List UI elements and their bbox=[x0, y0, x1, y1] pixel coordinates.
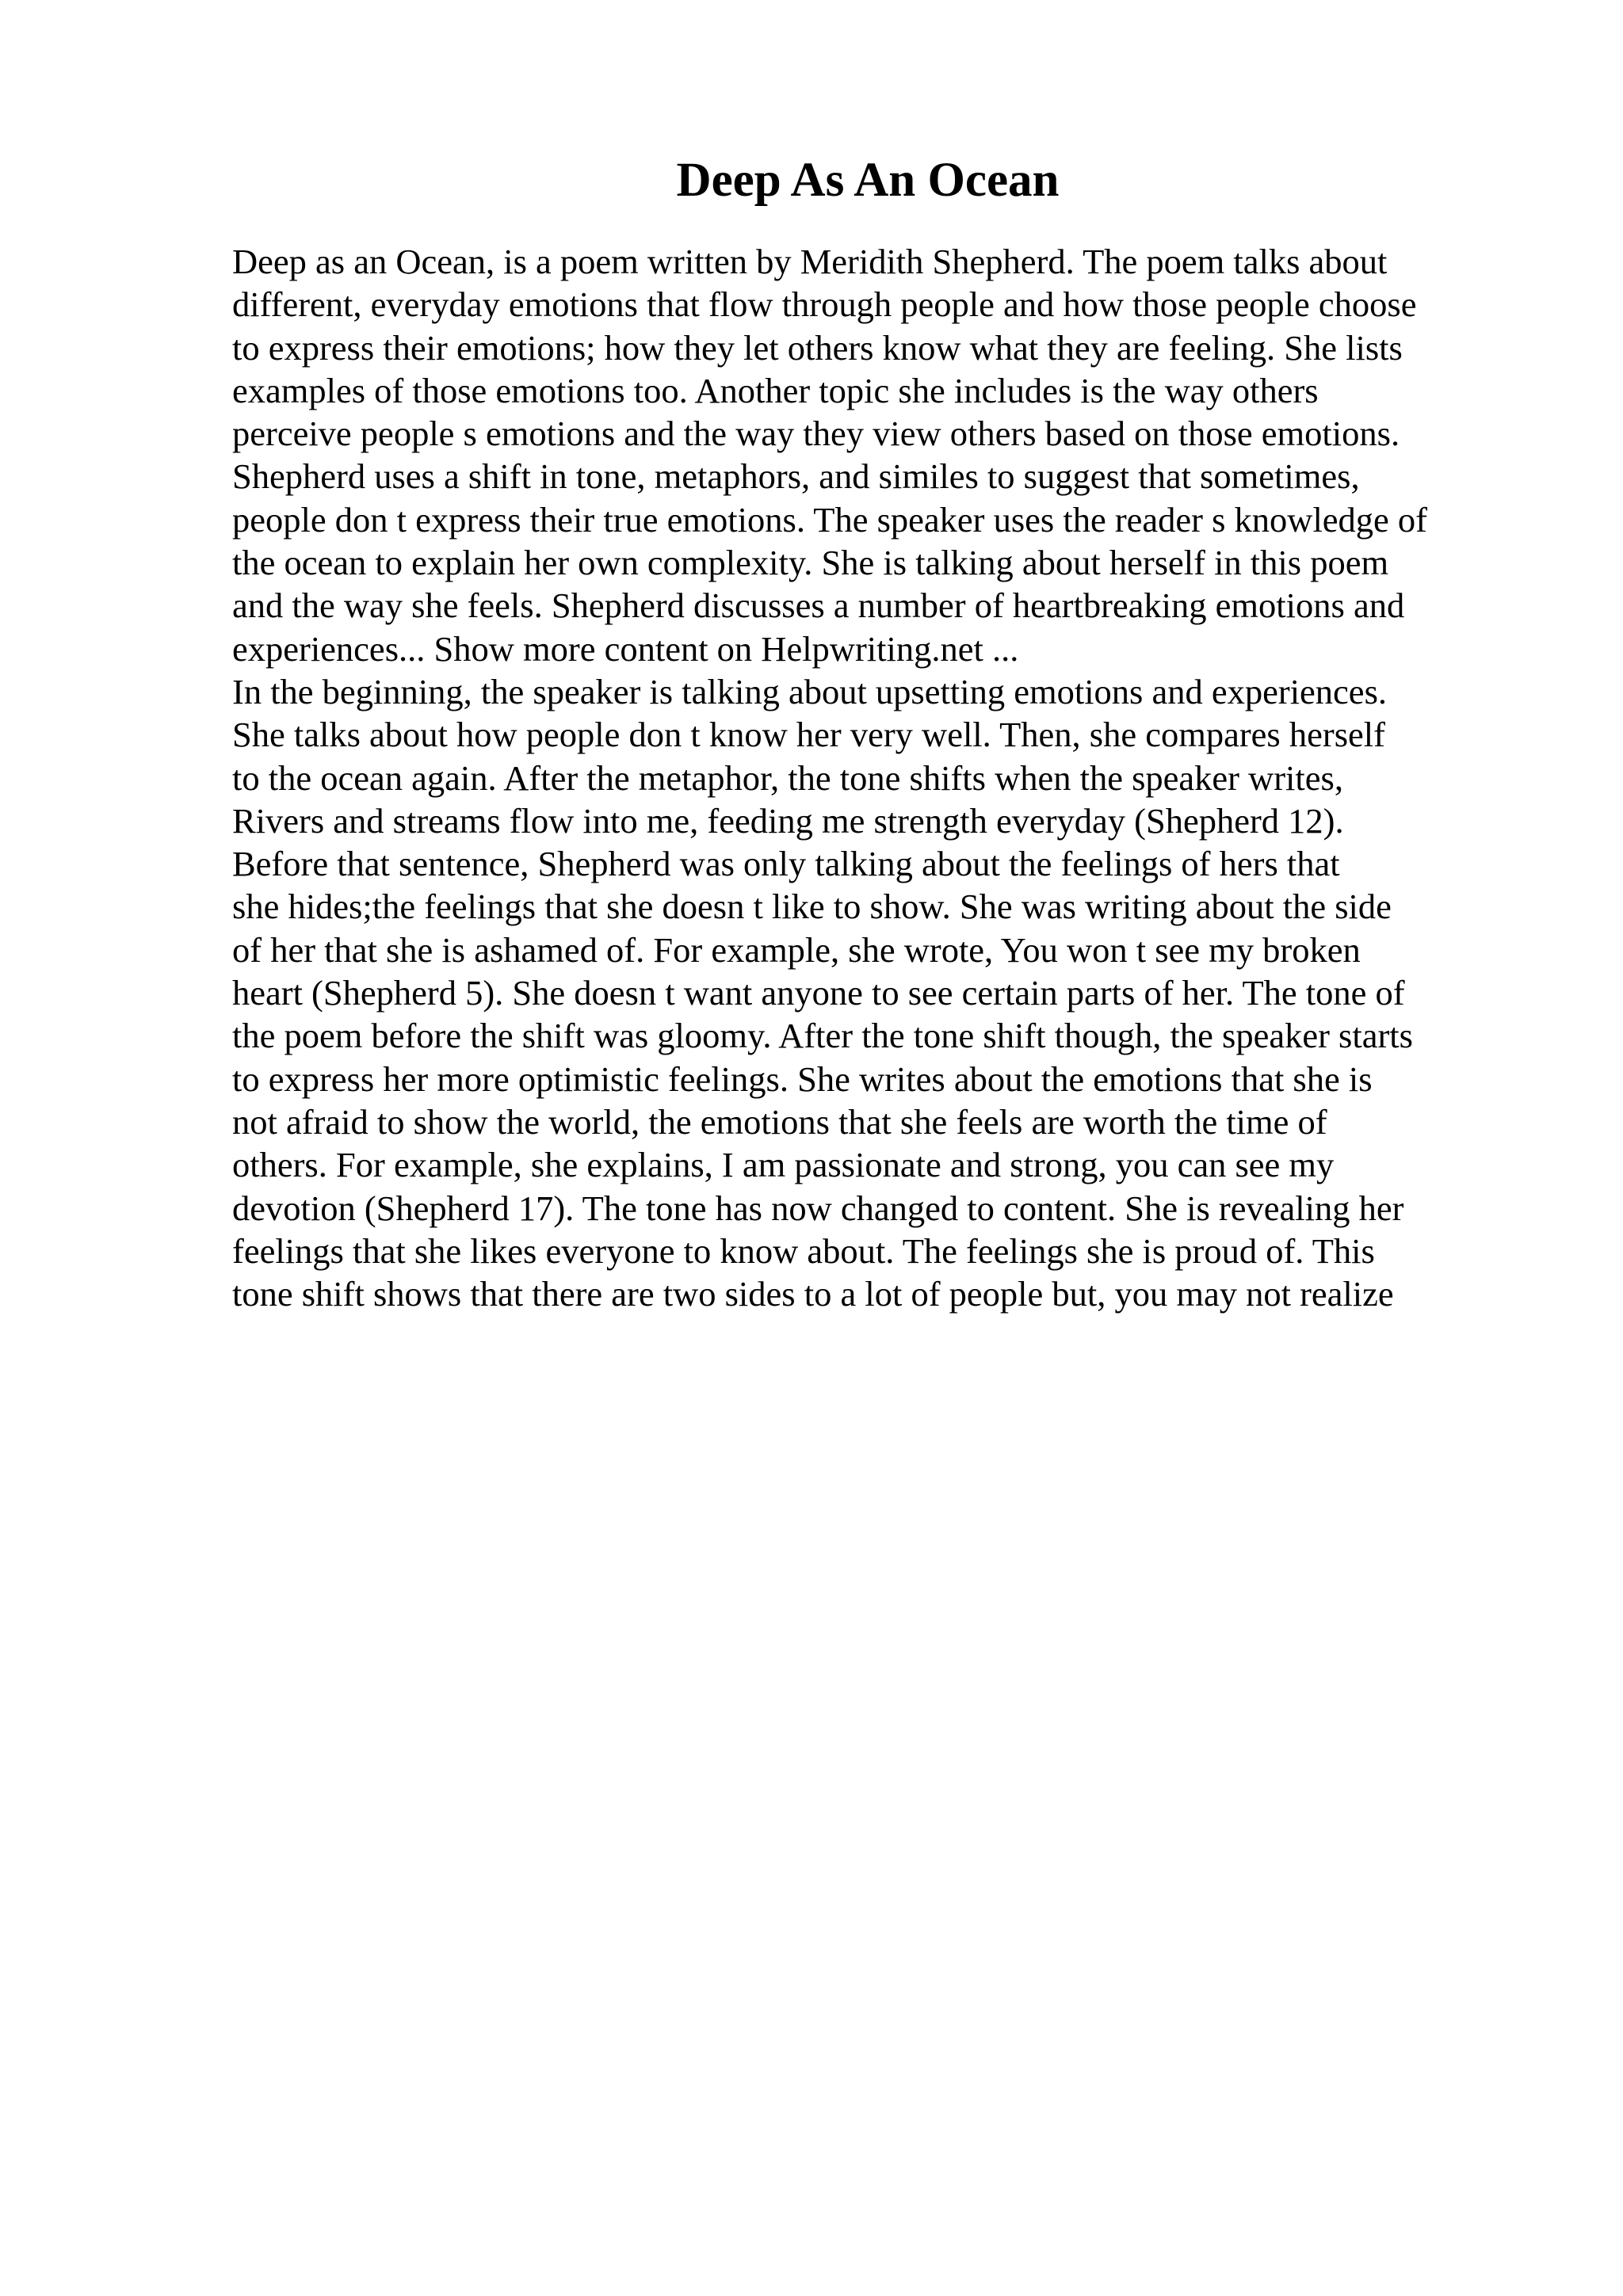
text-line: of her that she is ashamed of. For example, she wrote, You won t see my broken bbox=[232, 929, 1361, 970]
text-line: heart (Shepherd 5). She doesn t want anyone to see certain parts of her. The tone of bbox=[232, 973, 1405, 1013]
text-line: people don t express their true emotions. The speaker uses the reader s knowledge of bbox=[232, 499, 1428, 540]
text-line: experiences... Show more content on Helpwriting.net ... bbox=[232, 628, 1019, 669]
text-line: to express her more optimistic feelings. She writes about the emotions that she is bbox=[232, 1058, 1373, 1099]
text-line: to express their emotions; how they let others know what they are feeling. She lists bbox=[232, 327, 1403, 368]
text-line: and the way she feels. Shepherd discusses a number of heartbreaking emotions and bbox=[232, 585, 1405, 626]
text-line: perceive people s emotions and the way they view others based on those emotions. bbox=[232, 414, 1400, 454]
text-line: not afraid to show the world, the emotions that she feels are worth the time of bbox=[232, 1101, 1327, 1142]
text-line: different, everyday emotions that flow through people and how those people choose bbox=[232, 284, 1417, 325]
text-line: Shepherd uses a shift in tone, metaphors, and similes to suggest that sometimes, bbox=[232, 456, 1360, 497]
text-line: the poem before the shift was gloomy. After the tone shift though, the speaker starts bbox=[232, 1016, 1413, 1056]
document-body bbox=[232, 240, 1500, 1315]
text-line: Deep as an Ocean, is a poem written by Meridith Shepherd. The poem talks about bbox=[232, 242, 1388, 281]
document-title: Deep As An Ocean bbox=[676, 154, 1060, 207]
text-line: examples of those emotions too. Another topic she includes is the way others bbox=[232, 370, 1319, 410]
text-line: the ocean to explain her own complexity. She is talking about herself in this poem bbox=[232, 543, 1389, 583]
text-line: feelings that she likes everyone to know about. The feelings she is proud of. This bbox=[232, 1230, 1375, 1271]
text-line: tone shift shows that there are two sides to a lot of people but, you may not realize bbox=[232, 1274, 1394, 1314]
text-line: others. For example, she explains, I am passionate and strong, you can see my bbox=[232, 1145, 1335, 1185]
text-line: She talks about how people don t know her very well. Then, she compares herself bbox=[232, 715, 1385, 755]
text-line: In the beginning, the speaker is talking about upsetting emotions and experiences. bbox=[232, 671, 1388, 711]
text-line: she hides;the feelings that she doesn t like to show. She was writing about the side bbox=[232, 887, 1392, 927]
text-line: devotion (Shepherd 17). The tone has now changed to content. She is revealing her bbox=[232, 1188, 1404, 1228]
text-line: Rivers and streams flow into me, feeding me strength everyday (Shepherd 12). bbox=[232, 800, 1344, 841]
text-line: to the ocean again. After the metaphor, the tone shifts when the speaker writes, bbox=[232, 757, 1343, 798]
text-line: Before that sentence, Shepherd was only talking about the feelings of hers that bbox=[232, 844, 1340, 884]
